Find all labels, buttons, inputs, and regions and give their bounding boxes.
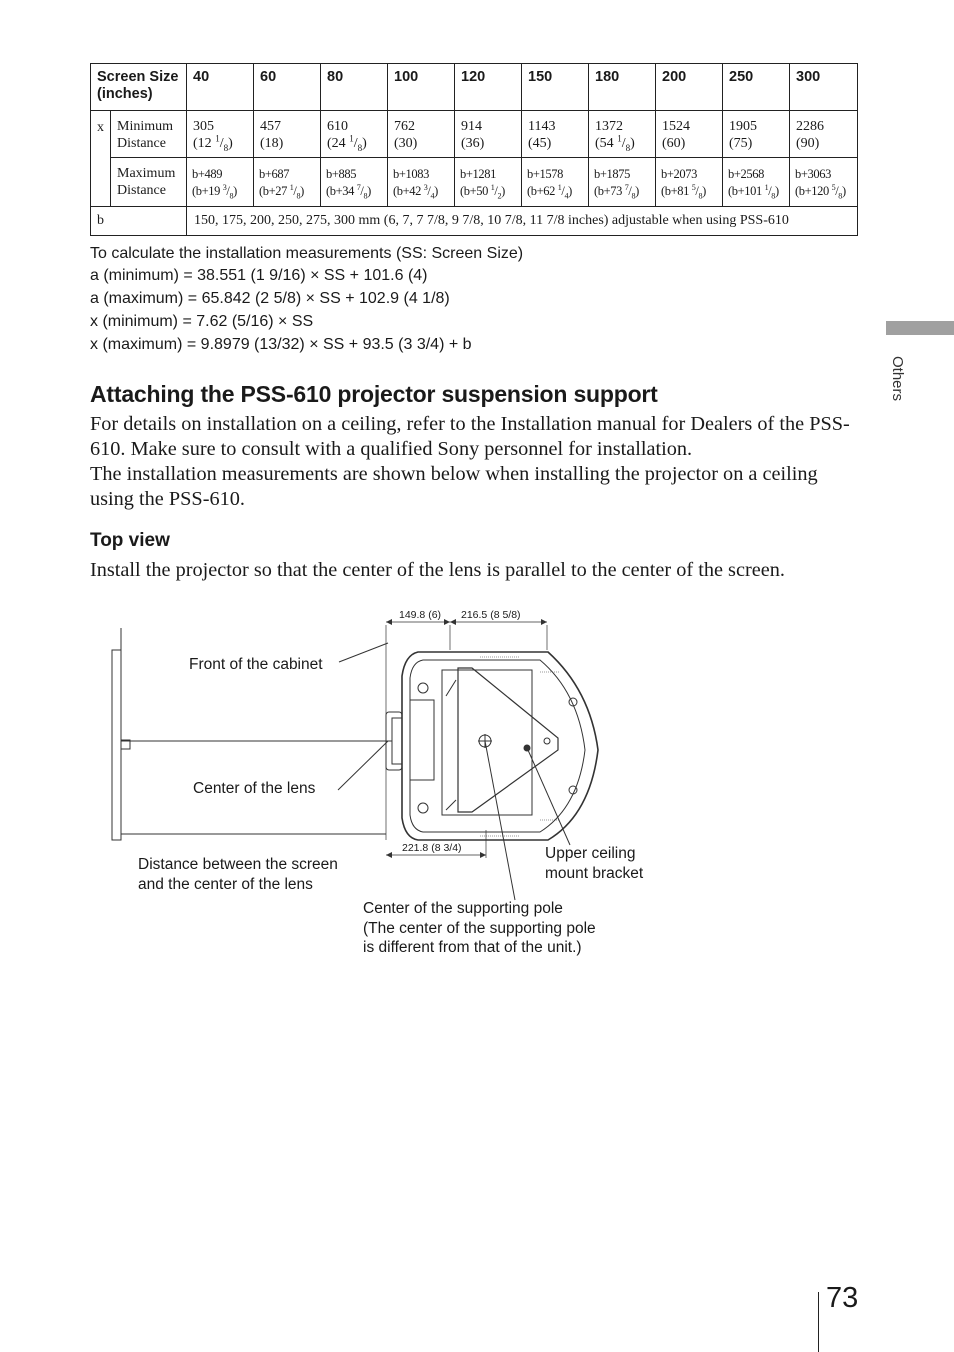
leader-lens [338, 741, 388, 790]
screen-size-header: Screen Size (inches) [91, 64, 187, 111]
dim-left: 149.8 (6) [399, 609, 442, 621]
size-60: 60 [254, 64, 321, 111]
max-200: b+2073 (b+81 $^5/_8$) [656, 158, 723, 207]
label-supporting-pole [363, 899, 596, 958]
page-number: 73 [826, 1282, 859, 1314]
max-60: b+687 (b+27 $^1/_8$) [254, 158, 321, 207]
section-tab-marker [886, 321, 954, 335]
formula-a-max: a (maximum) = 65.842 (2 5/8) × SS + 102.9 (4 1/8) [90, 290, 450, 307]
max-180: b+1875 (b+73 $^7/_8$) [589, 158, 656, 207]
section-tab-label: Others [889, 356, 906, 402]
label-pole-line3: is different from that of the unit.) [363, 939, 582, 956]
projector-body [386, 652, 598, 840]
formula-intro: To calculate the installation measurements (SS: Screen Size) [90, 245, 524, 262]
min-40: 305 (12 $^1/_8$) [187, 111, 254, 158]
label-pole-line1: Center of the supporting pole [363, 900, 563, 917]
max-40: b+489 (b+19 $^3/_8$) [187, 158, 254, 207]
dim-right: 216.5 (8 5/8) [461, 609, 521, 621]
min-label: Minimum Distance [111, 111, 187, 158]
max-80: b+885 (b+34 $^7/_8$) [321, 158, 388, 207]
b-value: 150, 175, 200, 250, 275, 300 mm (6, 7, 7 7/8, 9 7/8, 10 7/8, 11 7/8 inches) adjustable when using PSS-610 [187, 207, 858, 236]
section-paragraph-2: The installation measurements are shown below when installing the projector on a ceiling using the PSS-610. [90, 463, 818, 510]
label-distance [138, 855, 338, 894]
size-120: 120 [455, 64, 522, 111]
leader-bracket [528, 750, 570, 845]
leader-pole [485, 741, 515, 900]
max-label: Maximum Distance [111, 158, 187, 207]
label-distance-line2: and the center of the lens [138, 875, 313, 893]
leader-front [339, 643, 388, 662]
size-180: 180 [589, 64, 656, 111]
section-title: Attaching the PSS-610 projector suspension support [90, 381, 658, 407]
size-40: 40 [187, 64, 254, 111]
min-80: 610 (24 $^1/_8$) [321, 111, 388, 158]
min-120: 914 (36) [455, 111, 522, 158]
min-150: 1143 (45) [522, 111, 589, 158]
min-250: 1905 (75) [723, 111, 790, 158]
min-180: 1372 (54 $^1/_8$) [589, 111, 656, 158]
max-100: b+1083 (b+42 $^3/_4$) [388, 158, 455, 207]
max-150: b+1578 (b+62 $^1/_4$) [522, 158, 589, 207]
formula-x-max: x (maximum) = 9.8979 (13/32) × SS + 93.5 (3 3/4) + b [90, 336, 472, 353]
b-label: b [91, 207, 187, 236]
min-100: 762 (30) [388, 111, 455, 158]
section-paragraph-1: For details on installation on a ceiling, refer to the Installation manual for Dealers of the PSS-610. Make sure to consult with a qualified Sony personnel for installation. [90, 413, 850, 460]
label-bracket [545, 844, 643, 883]
label-front-of-cabinet: Front of the cabinet [189, 656, 323, 673]
page-number-rule [818, 1292, 819, 1352]
formula-x-min: x (minimum) = 7.62 (5/16) × SS [90, 313, 314, 330]
size-250: 250 [723, 64, 790, 111]
max-300: b+3063 (b+120 $^5/_8$) [790, 158, 858, 207]
min-300: 2286 (90) [790, 111, 858, 158]
size-100: 100 [388, 64, 455, 111]
label-distance-line1: Distance between the screen [138, 856, 338, 873]
size-150: 150 [522, 64, 589, 111]
screen-shape [112, 650, 121, 840]
formula-a-min: a (minimum) = 38.551 (1 9/16) × SS + 101.6 (4) [90, 267, 428, 284]
dim-bottom: 221.8 (8 3/4) [402, 842, 462, 854]
min-200: 1524 (60) [656, 111, 723, 158]
min-60: 457 (18) [254, 111, 321, 158]
ceiling-bracket [458, 668, 558, 812]
size-300: 300 [790, 64, 858, 111]
label-bracket-line2: mount bracket [545, 864, 644, 882]
label-pole-line2: (The center of the supporting pole [363, 919, 596, 937]
x-label: x [91, 111, 111, 207]
label-center-of-lens: Center of the lens [193, 780, 316, 797]
size-200: 200 [656, 64, 723, 111]
max-120: b+1281 (b+50 $^1/_2$) [455, 158, 522, 207]
label-bracket-line1: Upper ceiling [545, 845, 636, 862]
top-view-heading: Top view [90, 530, 170, 551]
size-80: 80 [321, 64, 388, 111]
top-view-text: Install the projector so that the center of the lens is parallel to the center of the screen. [90, 559, 785, 581]
max-250: b+2568 (b+101 $^1/_8$) [723, 158, 790, 207]
